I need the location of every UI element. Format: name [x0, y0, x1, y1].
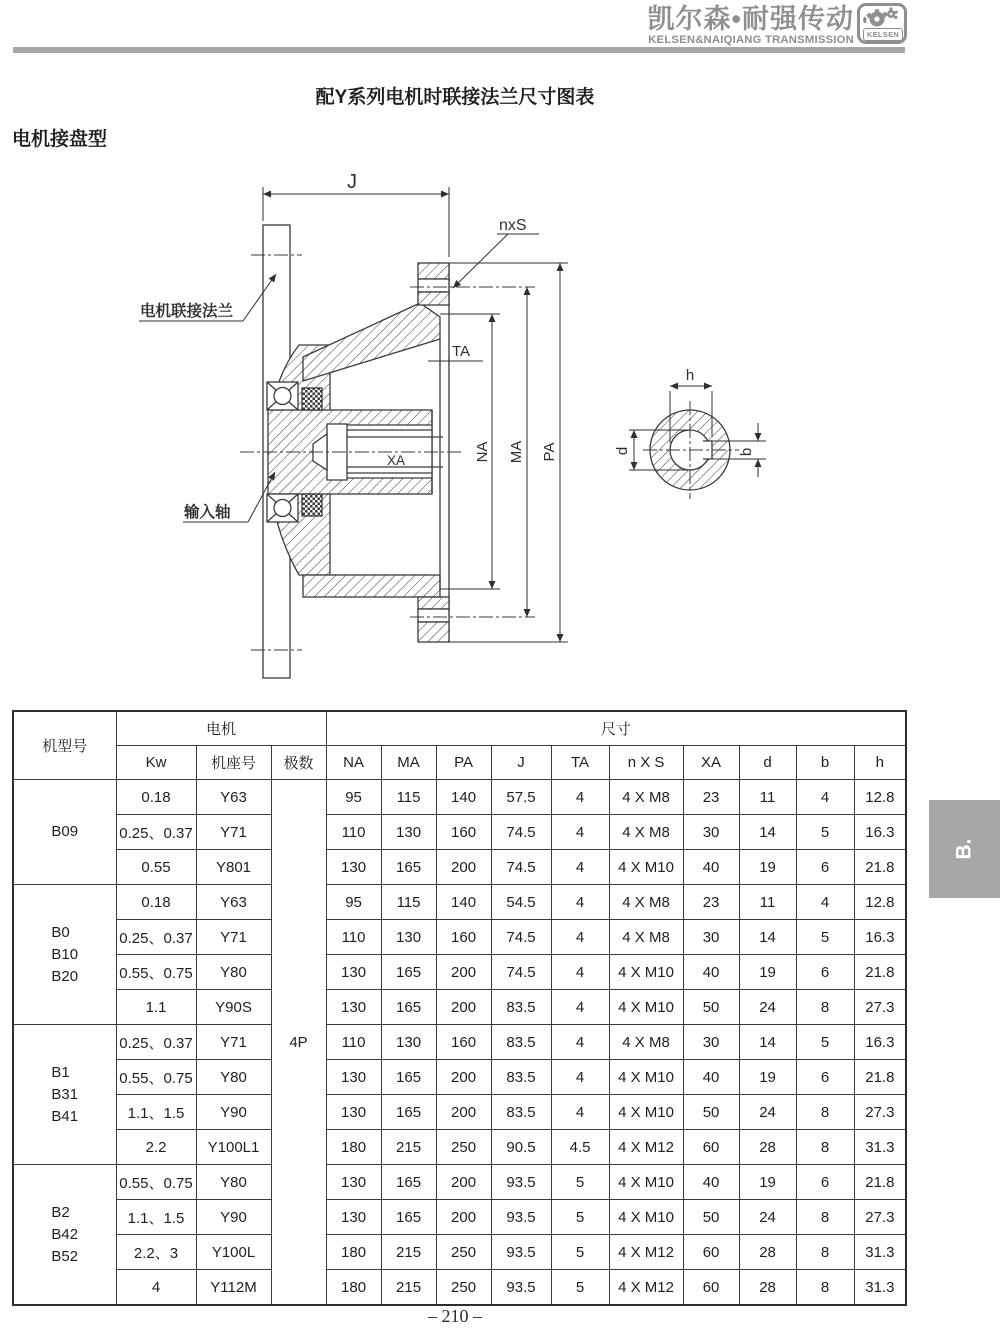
dim-cell: 110 [326, 920, 381, 955]
dim-cell: 160 [436, 920, 491, 955]
dim-cell: 74.5 [491, 850, 551, 885]
frame-cell: Y100L [196, 1235, 271, 1270]
dim-cell: 16.3 [854, 815, 906, 850]
model-label: B2 [51, 1203, 70, 1221]
dim-cell: 130 [381, 1025, 436, 1060]
dim-cell: 28 [739, 1130, 796, 1165]
model-label: B09 [51, 823, 79, 840]
dim-cell: 54.5 [491, 885, 551, 920]
upper-seal [302, 388, 322, 410]
brand-logo [857, 3, 907, 44]
dim-cell: 4 X M8 [609, 1025, 683, 1060]
lower-bearing [267, 494, 298, 522]
dim-cell: 5 [796, 815, 854, 850]
dim-cell: 130 [326, 955, 381, 990]
dim-cell: 93.5 [491, 1270, 551, 1306]
dim-cell: 74.5 [491, 920, 551, 955]
model-cell [13, 885, 116, 1025]
brand-name-cn: 凯尔森•耐强传动 [647, 4, 854, 34]
dim-cell: 31.3 [854, 1130, 906, 1165]
table-row [13, 850, 906, 885]
dim-cell: 60 [683, 1130, 739, 1165]
table-row [13, 1130, 906, 1165]
section-tab-label: B. [952, 838, 976, 860]
table-row [13, 815, 906, 850]
dim-cell: 4 [551, 990, 609, 1025]
header-dim-col: d [739, 746, 796, 780]
dim-cell: 110 [326, 815, 381, 850]
dim-cell: 165 [381, 850, 436, 885]
dim-cell: 30 [683, 920, 739, 955]
dim-cell: 74.5 [491, 955, 551, 990]
dim-cell: 4 X M8 [609, 885, 683, 920]
dim-cell: 14 [739, 815, 796, 850]
dim-cell: 180 [326, 1130, 381, 1165]
dim-label-xa: XA [386, 453, 406, 468]
dim-cell: 4 [551, 920, 609, 955]
dim-cell: 4 [796, 885, 854, 920]
dim-label-j: J [347, 171, 357, 193]
dim-cell: 200 [436, 1095, 491, 1130]
model-label: B20 [51, 967, 79, 985]
section-tab [929, 800, 1000, 898]
logo-kelsen-label: KELSEN [863, 28, 903, 41]
dim-cell: 4 [796, 780, 854, 815]
dim-cell: 31.3 [854, 1270, 906, 1306]
dim-cell: 130 [381, 920, 436, 955]
dim-cell: 4 X M10 [609, 1200, 683, 1235]
dim-cell: 6 [796, 1060, 854, 1095]
flange-dimension-table [12, 710, 907, 1306]
poles-cell: 4P [271, 780, 326, 1306]
dim-cell: 200 [436, 850, 491, 885]
dim-cell: 165 [381, 1060, 436, 1095]
header-motor: 电机 [116, 711, 326, 746]
dim-cell: 140 [436, 885, 491, 920]
dim-cell: 4 X M8 [609, 780, 683, 815]
dim-cell: 23 [683, 885, 739, 920]
frame-cell: Y71 [196, 920, 271, 955]
dim-cell: 16.3 [854, 1025, 906, 1060]
dim-cell: 4 [551, 1025, 609, 1060]
brand-name-en: KELSEN&NAIQIANG TRANSMISSION [648, 34, 854, 46]
dim-cell: 19 [739, 1165, 796, 1200]
table-row [13, 1235, 906, 1270]
dim-cell: 11 [739, 885, 796, 920]
dim-cell: 215 [381, 1270, 436, 1306]
header-poles: 极数 [271, 746, 326, 780]
model-label: B41 [51, 1107, 79, 1125]
flange-section-drawing [120, 155, 800, 725]
dim-cell: 21.8 [854, 1060, 906, 1095]
dim-cell: 4 X M12 [609, 1270, 683, 1306]
kw-cell: 2.2 [116, 1130, 196, 1165]
dim-cell: 4 X M8 [609, 920, 683, 955]
dim-cell: 4 X M10 [609, 850, 683, 885]
dim-cell: 23 [683, 780, 739, 815]
header-dim-col: h [854, 746, 906, 780]
table-row [13, 1200, 906, 1235]
dim-label-ma: MA [508, 440, 525, 464]
dim-label-pa: PA [541, 442, 558, 462]
lower-seal [302, 494, 322, 516]
dim-cell: 215 [381, 1235, 436, 1270]
dim-cell: 6 [796, 955, 854, 990]
model-label: B10 [51, 945, 79, 963]
dim-cell: 165 [381, 990, 436, 1025]
dim-cell: 60 [683, 1270, 739, 1306]
model-label: B0 [51, 923, 70, 941]
model-cell [13, 1165, 116, 1306]
model-label: B52 [51, 1247, 79, 1265]
dim-cell: 6 [796, 850, 854, 885]
dim-cell: 19 [739, 1060, 796, 1095]
kw-cell: 0.18 [116, 885, 196, 920]
dim-cell: 8 [796, 1200, 854, 1235]
table-row [13, 990, 906, 1025]
dim-cell: 200 [436, 1200, 491, 1235]
frame-cell: Y80 [196, 1165, 271, 1200]
table-row [13, 885, 906, 920]
table-row [13, 1270, 906, 1306]
dim-cell: 4 [551, 815, 609, 850]
dim-cell: 14 [739, 920, 796, 955]
kw-cell: 1.1、1.5 [116, 1095, 196, 1130]
dim-cell: 40 [683, 850, 739, 885]
kw-cell: 1.1、1.5 [116, 1200, 196, 1235]
dim-cell: 21.8 [854, 850, 906, 885]
table-row [13, 920, 906, 955]
dim-cell: 130 [381, 815, 436, 850]
header-kw: Kw [116, 746, 196, 780]
dim-cell: 28 [739, 1235, 796, 1270]
dim-cell: 4 [551, 955, 609, 990]
frame-cell: Y100L1 [196, 1130, 271, 1165]
dim-cell: 165 [381, 955, 436, 990]
dim-cell: 8 [796, 1095, 854, 1130]
page-number: – 210 – [428, 1306, 482, 1326]
upper-bearing [267, 382, 298, 410]
dim-cell: 4 X M12 [609, 1130, 683, 1165]
header-dim-col: MA [381, 746, 436, 780]
kw-cell: 2.2、3 [116, 1235, 196, 1270]
dim-cell: 4 [551, 1095, 609, 1130]
dim-cell: 130 [326, 1165, 381, 1200]
dim-cell: 130 [326, 850, 381, 885]
dim-label-h: h [685, 367, 695, 384]
dim-cell: 250 [436, 1235, 491, 1270]
dim-cell: 4 [551, 850, 609, 885]
page-title: 配Y系列电机时联接法兰尺寸图表 [315, 87, 595, 108]
header-dim-col: J [491, 746, 551, 780]
lower-web [303, 575, 440, 597]
dim-cell: 200 [436, 1060, 491, 1095]
frame-cell: Y80 [196, 1060, 271, 1095]
dim-cell: 4 X M12 [609, 1235, 683, 1270]
kw-cell: 0.55、0.75 [116, 1060, 196, 1095]
dim-cell: 40 [683, 955, 739, 990]
table-row [13, 1095, 906, 1130]
dim-cell: 4.5 [551, 1130, 609, 1165]
kw-cell: 1.1 [116, 990, 196, 1025]
dim-label-d: d [614, 446, 631, 456]
dim-cell: 4 X M8 [609, 815, 683, 850]
dim-cell: 8 [796, 990, 854, 1025]
model-label: B31 [51, 1085, 79, 1103]
dim-cell: 93.5 [491, 1235, 551, 1270]
dim-cell: 4 [551, 1060, 609, 1095]
dim-cell: 83.5 [491, 1095, 551, 1130]
dim-cell: 50 [683, 990, 739, 1025]
dim-cell: 200 [436, 1165, 491, 1200]
dim-label-ta: TA [452, 343, 471, 360]
dim-cell: 31.3 [854, 1235, 906, 1270]
table-row [13, 955, 906, 990]
dim-cell: 8 [796, 1270, 854, 1306]
dim-cell: 83.5 [491, 1060, 551, 1095]
dim-cell: 165 [381, 1200, 436, 1235]
model-label: B42 [51, 1225, 79, 1243]
model-cell [13, 1025, 116, 1165]
dim-cell: 12.8 [854, 885, 906, 920]
page-subtitle: 电机接盘型 [12, 129, 108, 150]
frame-cell: Y63 [196, 885, 271, 920]
table-row [13, 1060, 906, 1095]
dim-cell: 27.3 [854, 990, 906, 1025]
dim-cell: 6 [796, 1165, 854, 1200]
dim-cell: 140 [436, 780, 491, 815]
kw-cell: 0.55 [116, 850, 196, 885]
kw-cell: 0.25、0.37 [116, 815, 196, 850]
dim-cell: 50 [683, 1095, 739, 1130]
dim-cell: 200 [436, 955, 491, 990]
dim-cell: 19 [739, 955, 796, 990]
dim-cell: 115 [381, 885, 436, 920]
frame-cell: Y90 [196, 1095, 271, 1130]
dim-cell: 93.5 [491, 1165, 551, 1200]
dim-cell: 250 [436, 1270, 491, 1306]
dim-cell: 93.5 [491, 1200, 551, 1235]
dim-cell: 4 X M10 [609, 990, 683, 1025]
kw-cell: 0.25、0.37 [116, 920, 196, 955]
frame-cell: Y90S [196, 990, 271, 1025]
dim-cell: 60 [683, 1235, 739, 1270]
dim-cell: 74.5 [491, 815, 551, 850]
frame-cell: Y90 [196, 1200, 271, 1235]
kw-cell: 0.18 [116, 780, 196, 815]
dim-cell: 16.3 [854, 920, 906, 955]
dim-cell: 130 [326, 1200, 381, 1235]
dim-cell: 8 [796, 1130, 854, 1165]
kw-cell: 0.55、0.75 [116, 1165, 196, 1200]
dim-cell: 5 [551, 1165, 609, 1200]
dim-cell: 160 [436, 1025, 491, 1060]
header-divider-bar [13, 47, 905, 53]
label-input-shaft: 输入轴 [184, 504, 231, 521]
dim-cell: 57.5 [491, 780, 551, 815]
header-frame: 机座号 [196, 746, 271, 780]
dim-cell: 21.8 [854, 955, 906, 990]
frame-cell: Y80 [196, 955, 271, 990]
dim-cell: 5 [796, 920, 854, 955]
dim-cell: 40 [683, 1060, 739, 1095]
table-header [13, 711, 906, 780]
dim-cell: 12.8 [854, 780, 906, 815]
label-motor-flange: 电机联接法兰 [140, 303, 234, 320]
dim-cell: 5 [551, 1235, 609, 1270]
frame-cell: Y801 [196, 850, 271, 885]
dim-label-b: b [738, 447, 755, 457]
dim-cell: 180 [326, 1270, 381, 1306]
dim-cell: 4 X M10 [609, 955, 683, 990]
dim-cell: 5 [796, 1025, 854, 1060]
dim-cell: 83.5 [491, 1025, 551, 1060]
dim-cell: 95 [326, 780, 381, 815]
dim-cell: 160 [436, 815, 491, 850]
kw-cell: 0.25、0.37 [116, 1025, 196, 1060]
dim-cell: 83.5 [491, 990, 551, 1025]
table-row [13, 1165, 906, 1200]
dim-cell: 8 [796, 1235, 854, 1270]
dim-cell: 250 [436, 1130, 491, 1165]
dim-cell: 165 [381, 1095, 436, 1130]
model-cell [13, 780, 116, 885]
dim-cell: 4 [551, 780, 609, 815]
dim-cell: 180 [326, 1235, 381, 1270]
dim-cell: 130 [326, 1095, 381, 1130]
dim-cell: 5 [551, 1270, 609, 1306]
table-body [13, 780, 906, 1306]
frame-cell: Y71 [196, 815, 271, 850]
dim-cell: 110 [326, 1025, 381, 1060]
frame-cell: Y71 [196, 1025, 271, 1060]
brand-block [604, 4, 854, 46]
header-dim-col: PA [436, 746, 491, 780]
dim-cell: 30 [683, 815, 739, 850]
dim-cell: 14 [739, 1025, 796, 1060]
header-dim-col: XA [683, 746, 739, 780]
dim-cell: 21.8 [854, 1165, 906, 1200]
dim-cell: 19 [739, 850, 796, 885]
header-model: 机型号 [13, 711, 116, 780]
dim-cell: 27.3 [854, 1200, 906, 1235]
frame-cell: Y112M [196, 1270, 271, 1306]
dim-label-na: NA [474, 441, 491, 463]
dim-cell: 215 [381, 1130, 436, 1165]
dim-cell: 90.5 [491, 1130, 551, 1165]
kw-cell: 4 [116, 1270, 196, 1306]
table-row [13, 1025, 906, 1060]
header-dim-col: NA [326, 746, 381, 780]
dim-cell: 50 [683, 1200, 739, 1235]
table-row [13, 780, 906, 815]
frame-cell: Y63 [196, 780, 271, 815]
dim-cell: 11 [739, 780, 796, 815]
dim-cell: 4 X M10 [609, 1165, 683, 1200]
dim-cell: 30 [683, 1025, 739, 1060]
dim-cell: 115 [381, 780, 436, 815]
dim-cell: 4 X M10 [609, 1060, 683, 1095]
dim-cell: 5 [551, 1200, 609, 1235]
model-label: B1 [51, 1063, 70, 1081]
header-dim-col: n X S [609, 746, 683, 780]
header-dim-col: TA [551, 746, 609, 780]
upper-web [303, 303, 440, 381]
header-dim-col: b [796, 746, 854, 780]
header-dims: 尺寸 [326, 711, 906, 746]
dim-cell: 24 [739, 1200, 796, 1235]
dim-label-nxs: nxS [499, 217, 527, 234]
dim-cell: 24 [739, 1095, 796, 1130]
dim-cell: 4 [551, 885, 609, 920]
dim-cell: 27.3 [854, 1095, 906, 1130]
dim-cell: 95 [326, 885, 381, 920]
kw-cell: 0.55、0.75 [116, 955, 196, 990]
dim-cell: 130 [326, 1060, 381, 1095]
dim-cell: 28 [739, 1270, 796, 1306]
dim-cell: 40 [683, 1165, 739, 1200]
dim-cell: 4 X M10 [609, 1095, 683, 1130]
dim-cell: 200 [436, 990, 491, 1025]
dim-cell: 24 [739, 990, 796, 1025]
dim-cell: 165 [381, 1165, 436, 1200]
dim-cell: 130 [326, 990, 381, 1025]
